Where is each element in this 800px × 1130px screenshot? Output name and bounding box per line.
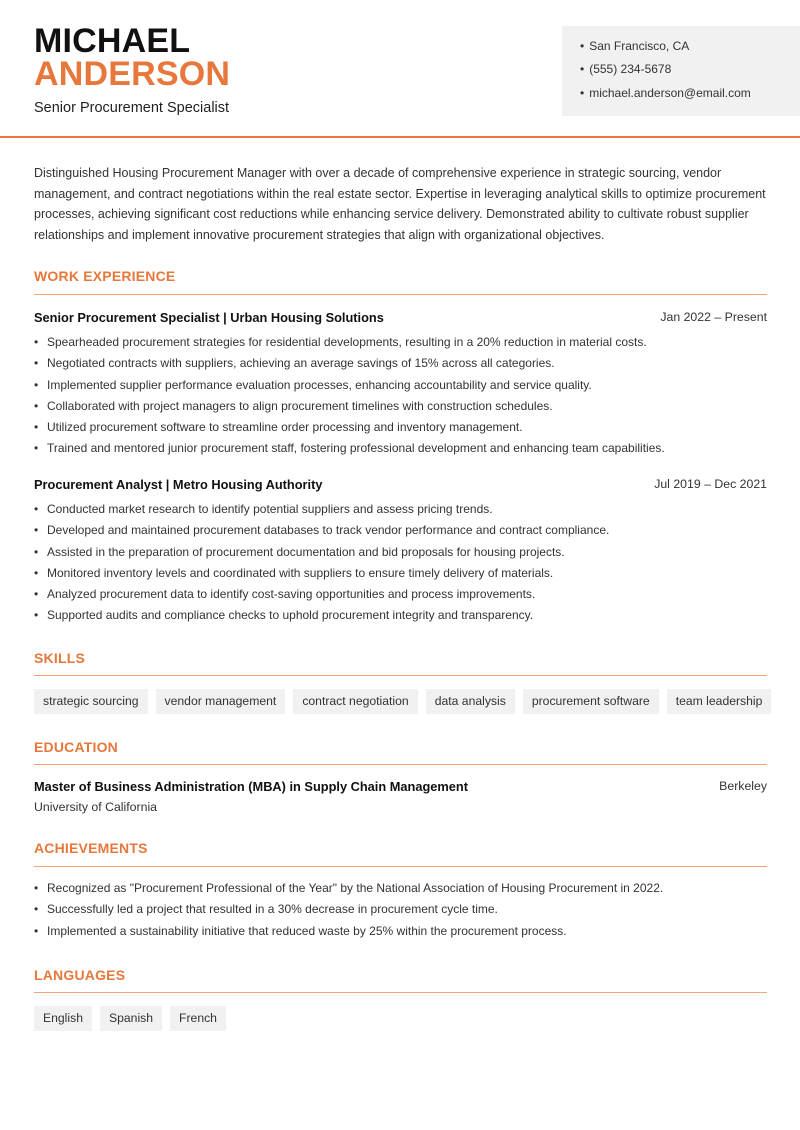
list-item (34, 921, 774, 942)
bullet-icon: • (34, 587, 39, 602)
bullet-icon: • (34, 881, 39, 895)
skill-tag: strategic sourcing (34, 689, 148, 714)
list-item-text: Implemented a sustainability initiative that reduced waste by 25% within the procurement process. (47, 923, 567, 938)
section-title-work: WORK EXPERIENCE (34, 268, 176, 284)
list-item-text: Supported audits and compliance checks to uphold procurement integrity and transparency. (47, 608, 534, 623)
list-item (34, 520, 774, 541)
bullet-icon: • (34, 420, 39, 435)
section-title-skills: SKILLS (34, 650, 85, 666)
list-item-text: Spearheaded procurement strategies for residential developments, resulting in a 20% reduction in material costs. (47, 335, 647, 349)
list-item-text: Collaborated with project managers to align procurement timelines with construction schedules. (47, 398, 553, 413)
bullet-icon: • (580, 62, 585, 76)
education-row (34, 779, 767, 794)
contact-box (562, 26, 800, 116)
contact-phone (580, 62, 671, 76)
first-name: MICHAEL (34, 22, 191, 60)
list-item-text: Utilized procurement software to streamline order processing and inventory management. (47, 420, 523, 435)
bullet-icon: • (34, 398, 39, 413)
job-header (34, 310, 767, 325)
bullet-icon: • (34, 441, 39, 456)
list-item-text: Trained and mentored junior procurement staff, fostering professional development and enhancing team capabilities. (47, 441, 665, 456)
bullet-icon: • (580, 86, 585, 100)
bullet-icon: • (34, 377, 39, 392)
list-item (34, 375, 774, 396)
list-item-text: Successfully led a project that resulted in a 30% decrease in procurement cycle time. (47, 902, 498, 917)
last-name: ANDERSON (34, 55, 231, 93)
list-item (34, 417, 774, 438)
professional-summary: Distinguished Housing Procurement Manager with over a decade of comprehensive experience in strategic sourcing, vendor management, and contract negotiations within the real estate sector. Expertise in leveraging analytical skills to optimize procurement processes, achieving significant cost reductions while enhancing service delivery. Demonstrated ability to cultivate robust supplier relationships and implement innovative procurement strategies that align with organizational objectives. (34, 166, 766, 243)
job-bullets (34, 499, 774, 627)
section-divider (34, 764, 767, 765)
skill-tag: contract negotiation (293, 689, 417, 714)
job-role: Senior Procurement Specialist | Urban Housing Solutions (34, 310, 384, 325)
section-title-education: EDUCATION (34, 739, 118, 755)
list-item (34, 899, 774, 920)
list-item-text: Conducted market research to identify potential suppliers and assess pricing trends. (47, 502, 493, 516)
list-item (34, 878, 774, 899)
list-item (34, 563, 774, 584)
job-header (34, 477, 767, 492)
language-tag: French (170, 1006, 226, 1031)
resume-header (0, 0, 800, 136)
bullet-icon: • (34, 502, 39, 516)
language-tag: English (34, 1006, 92, 1031)
list-item-text: Implemented supplier performance evaluation processes, enhancing accountability and service quality. (47, 377, 592, 392)
contact-location-text: San Francisco, CA (589, 39, 690, 53)
skill-tag: team leadership (667, 689, 772, 714)
job-date: Jul 2019 – Dec 2021 (654, 477, 767, 491)
section-divider (34, 992, 767, 993)
bullet-icon: • (34, 565, 39, 580)
bullet-icon: • (34, 544, 39, 559)
section-divider (34, 675, 767, 676)
job-bullets (34, 332, 774, 460)
skill-tag: data analysis (426, 689, 515, 714)
list-item (34, 396, 774, 417)
contact-email[interactable] (580, 86, 751, 100)
section-title-achievements: ACHIEVEMENTS (34, 840, 148, 856)
skills-list (34, 689, 771, 714)
bullet-icon: • (34, 902, 39, 917)
bullet-icon: • (34, 335, 39, 349)
languages-list (34, 1006, 226, 1031)
list-item-text: Monitored inventory levels and coordinated with suppliers to ensure timely delivery of materials. (47, 565, 554, 580)
language-tag: Spanish (100, 1006, 162, 1031)
bullet-icon: • (580, 39, 585, 53)
bullet-icon: • (34, 356, 39, 371)
job-role: Procurement Analyst | Metro Housing Authority (34, 477, 323, 492)
list-item (34, 542, 774, 563)
list-item-text: Developed and maintained procurement databases to track vendor performance and contract compliance. (47, 523, 610, 538)
list-item (34, 499, 774, 520)
list-item (34, 584, 774, 605)
section-divider (34, 294, 767, 295)
achievements-list (34, 878, 774, 942)
education-location: Berkeley (719, 779, 767, 793)
skill-tag: procurement software (523, 689, 659, 714)
job-title: Senior Procurement Specialist (34, 100, 230, 116)
contact-location (580, 39, 689, 53)
list-item (34, 605, 774, 626)
list-item-text: Assisted in the preparation of procurement documentation and bid proposals for housing projects. (47, 544, 565, 559)
job-date: Jan 2022 – Present (660, 310, 767, 324)
list-item (34, 438, 774, 459)
header-divider (0, 136, 800, 138)
bullet-icon: • (34, 923, 39, 938)
section-divider (34, 866, 767, 867)
contact-email-text[interactable]: michael.anderson@email.com (589, 86, 751, 100)
bullet-icon: • (34, 523, 39, 538)
skill-tag: vendor management (156, 689, 286, 714)
list-item-text: Negotiated contracts with suppliers, achieving an average savings of 15% across all categories. (47, 356, 555, 371)
section-title-languages: LANGUAGES (34, 967, 126, 983)
list-item (34, 332, 774, 353)
education-school: University of California (34, 800, 158, 814)
education-degree: Master of Business Administration (MBA) in Supply Chain Management (34, 779, 468, 794)
list-item (34, 353, 774, 374)
list-item-text: Recognized as "Procurement Professional of the Year" by the National Association of Housing Procurement in 2022. (47, 881, 664, 895)
contact-phone-text: (555) 234-5678 (589, 62, 672, 76)
bullet-icon: • (34, 608, 39, 623)
list-item-text: Analyzed procurement data to identify cost-saving opportunities and process improvements. (47, 587, 536, 602)
